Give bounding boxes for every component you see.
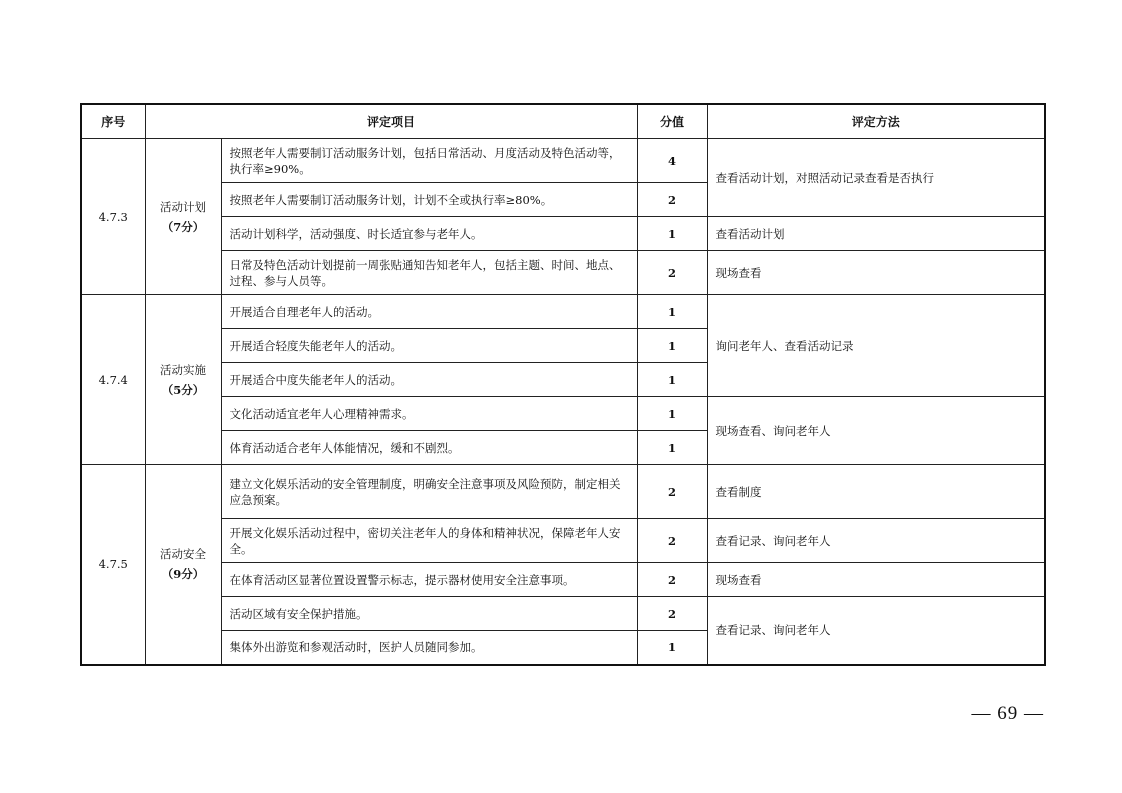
item-text: 活动计划科学，活动强度、时长适宜参与老年人。: [221, 217, 637, 251]
group-name: [145, 465, 221, 665]
item-text: 建立文化娱乐活动的安全管理制度，明确安全注意事项及风险预防，制定相关应急预案。: [221, 465, 637, 519]
item-score: 4: [637, 139, 707, 183]
header-item: 评定项目: [145, 104, 637, 139]
item-score: 2: [637, 563, 707, 597]
evaluation-table: [80, 103, 1046, 666]
group-points: （7分）: [161, 219, 205, 234]
group-name: [145, 295, 221, 465]
table-row: [81, 139, 1045, 183]
group-label: 活动安全: [160, 547, 206, 562]
item-method: 现场查看、询问老年人: [707, 397, 1045, 465]
item-method: 查看记录、询问老年人: [707, 519, 1045, 563]
page-number: — 69 —: [971, 703, 1044, 724]
item-score: 1: [637, 431, 707, 465]
item-text: 文化活动适宜老年人心理精神需求。: [221, 397, 637, 431]
item-score: 1: [637, 329, 707, 363]
item-method: 查看制度: [707, 465, 1045, 519]
group-seq: 4.7.4: [81, 295, 145, 465]
table-row: [81, 597, 1045, 631]
item-score: 1: [637, 295, 707, 329]
item-method: 现场查看: [707, 563, 1045, 597]
item-text: 日常及特色活动计划提前一周张贴通知告知老年人，包括主题、时间、地点、过程、参与人员等。: [221, 251, 637, 295]
group-points: （9分）: [161, 567, 205, 582]
item-text: 按照老年人需要制订活动服务计划，包括日常活动、月度活动及特色活动等，执行率≥90%。: [221, 139, 637, 183]
group-name: [145, 139, 221, 295]
item-score: 2: [637, 183, 707, 217]
item-score: 1: [637, 363, 707, 397]
group-label: 活动实施: [160, 362, 206, 377]
item-text: 开展适合自理老年人的活动。: [221, 295, 637, 329]
item-text: 开展文化娱乐活动过程中，密切关注老年人的身体和精神状况，保障老年人安全。: [221, 519, 637, 563]
group-points: （5分）: [161, 382, 205, 397]
item-method: 询问老年人、查看活动记录: [707, 295, 1045, 397]
item-text: 集体外出游览和参观活动时，医护人员随同参加。: [221, 631, 637, 665]
item-score: 2: [637, 251, 707, 295]
header-score: 分值: [637, 104, 707, 139]
table-row: [81, 397, 1045, 431]
item-method: 查看活动计划: [707, 217, 1045, 251]
item-text: 开展适合中度失能老年人的活动。: [221, 363, 637, 397]
item-method: 查看记录、询问老年人: [707, 597, 1045, 665]
table-row: [81, 519, 1045, 563]
item-score: 1: [637, 217, 707, 251]
item-score: 2: [637, 465, 707, 519]
item-text: 在体育活动区显著位置设置警示标志，提示器材使用安全注意事项。: [221, 563, 637, 597]
table-row: [81, 295, 1045, 329]
header-method: 评定方法: [707, 104, 1045, 139]
item-score: 1: [637, 397, 707, 431]
table-row: [81, 251, 1045, 295]
item-method: 现场查看: [707, 251, 1045, 295]
group-seq: 4.7.5: [81, 465, 145, 665]
group-label: 活动计划: [160, 199, 206, 214]
header-seq: 序号: [81, 104, 145, 139]
table-row: [81, 217, 1045, 251]
item-score: 2: [637, 597, 707, 631]
header-row: [81, 104, 1045, 139]
item-score: 1: [637, 631, 707, 665]
table-row: [81, 465, 1045, 519]
item-text: 体育活动适合老年人体能情况，缓和不剧烈。: [221, 431, 637, 465]
item-text: 按照老年人需要制订活动服务计划，计划不全或执行率≥80%。: [221, 183, 637, 217]
table-row: [81, 563, 1045, 597]
item-method: 查看活动计划，对照活动记录查看是否执行: [707, 139, 1045, 217]
item-text: 活动区域有安全保护措施。: [221, 597, 637, 631]
item-score: 2: [637, 519, 707, 563]
group-seq: 4.7.3: [81, 139, 145, 295]
item-text: 开展适合轻度失能老年人的活动。: [221, 329, 637, 363]
